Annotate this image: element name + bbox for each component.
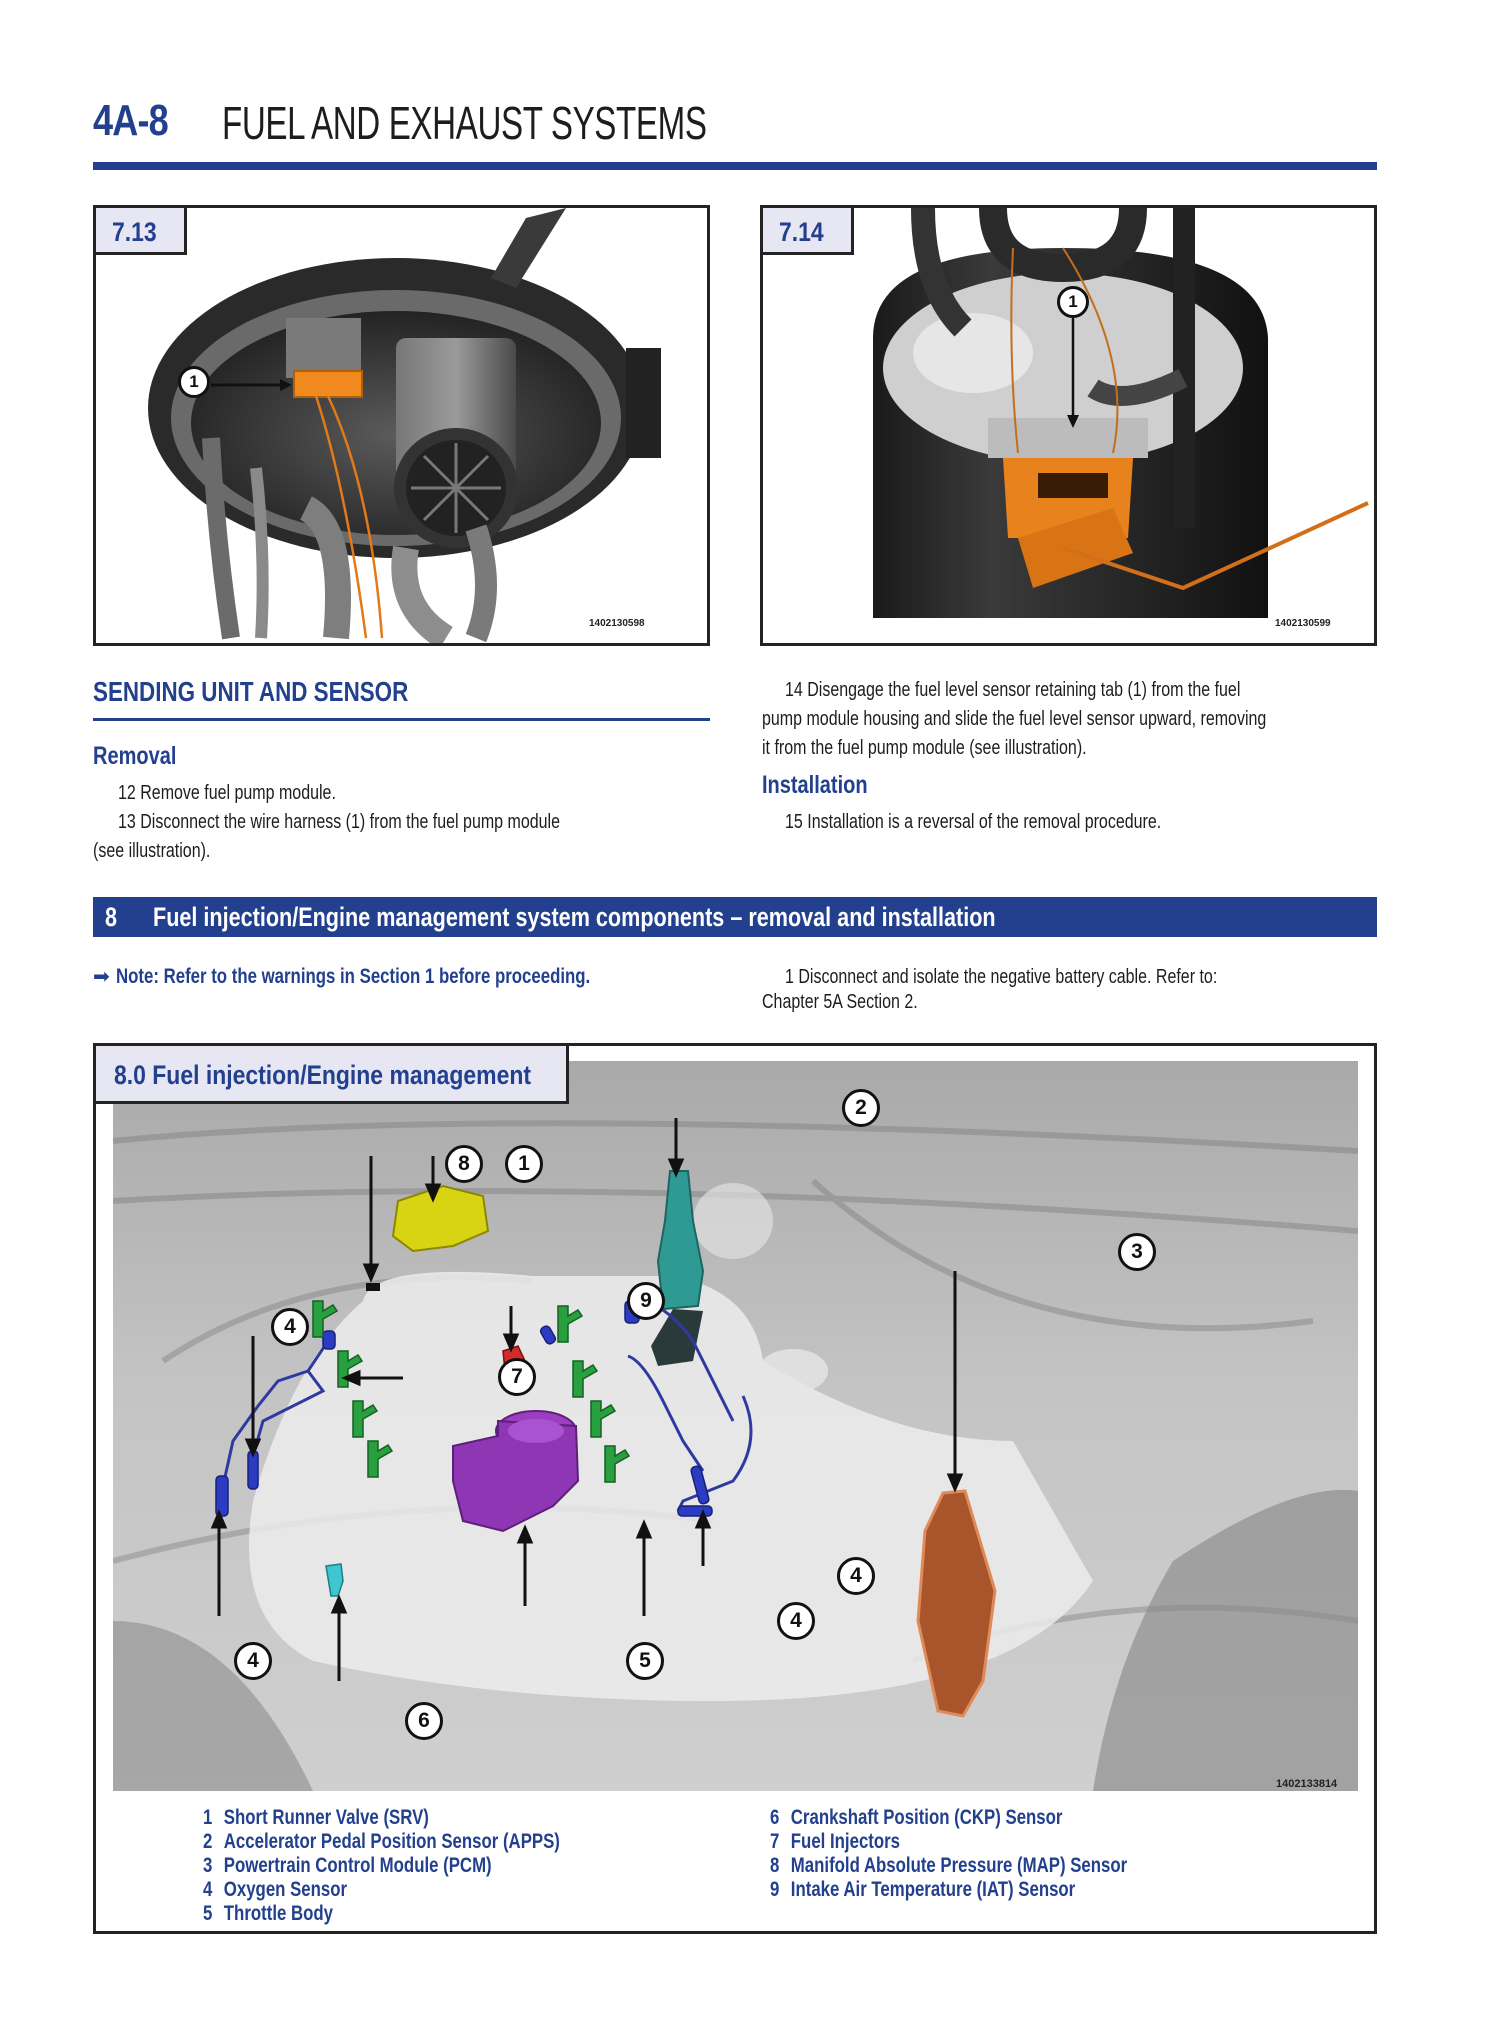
- legend-item-9: 9 Intake Air Temperature (IAT) Sensor: [770, 1878, 1076, 1901]
- legend-item-4: 4 Oxygen Sensor: [203, 1878, 348, 1901]
- callout-1: 1: [178, 366, 210, 398]
- legend-item-8: 8 Manifold Absolute Pressure (MAP) Sensor: [770, 1854, 1128, 1877]
- step-14-line-3: it from the fuel pump module (see illustration).: [762, 737, 1087, 759]
- legend-item-7: 7 Fuel Injectors: [770, 1830, 901, 1853]
- header-rule: [93, 162, 1377, 170]
- legend-item-3: 3 Powertrain Control Module (PCM): [203, 1854, 492, 1877]
- fuel-pump-module-illustration: [96, 208, 707, 643]
- callout-4: 4: [234, 1642, 272, 1680]
- fuel-level-sensor-illustration: [763, 208, 1374, 643]
- step-14-line-1: 14 Disengage the fuel level sensor retaining tab (1) from the fuel: [785, 679, 1241, 701]
- figure-7-13: [93, 205, 710, 646]
- chapter-title: FUEL AND EXHAUST SYSTEMS: [222, 97, 707, 149]
- step-1-line-1: 1 Disconnect and isolate the negative battery cable. Refer to:: [785, 966, 1218, 988]
- subheading-removal: Removal: [93, 742, 177, 770]
- figure-7-14: [760, 205, 1377, 646]
- step-13-line-1: 13 Disconnect the wire harness (1) from the fuel pump module: [118, 811, 560, 833]
- legend-item-2: 2 Accelerator Pedal Position Sensor (APPS): [203, 1830, 560, 1853]
- right-arrow-icon: ➡: [93, 966, 110, 988]
- callout-6: 6: [405, 1702, 443, 1740]
- callout-9: 9: [627, 1282, 665, 1320]
- section-heading-sending-unit: SENDING UNIT AND SENSOR: [93, 676, 409, 707]
- step-1-line-2: Chapter 5A Section 2.: [762, 991, 918, 1013]
- figure-label: 7.13: [96, 208, 187, 255]
- subheading-installation: Installation: [762, 771, 868, 799]
- callout-4: 4: [837, 1557, 875, 1595]
- callout-8: 8: [445, 1145, 483, 1183]
- callout-1: 1: [1057, 286, 1089, 318]
- figure-label: 8.0 Fuel injection/Engine management: [96, 1046, 569, 1104]
- section-title: Fuel injection/Engine management system components – removal and installation: [153, 902, 996, 932]
- callout-3: 3: [1118, 1233, 1156, 1271]
- callout-7: 7: [498, 1358, 536, 1396]
- section-8-banner: [93, 897, 1377, 937]
- legend-item-5: 5 Throttle Body: [203, 1902, 333, 1925]
- figure-8-0: [93, 1043, 1377, 1934]
- step-14-line-2: pump module housing and slide the fuel level sensor upward, removing: [762, 708, 1267, 730]
- legend-item-1: 1 Short Runner Valve (SRV): [203, 1806, 429, 1829]
- image-code: 1402130598: [589, 618, 645, 629]
- heading-rule: [93, 718, 710, 721]
- legend-item-6: 6 Crankshaft Position (CKP) Sensor: [770, 1806, 1063, 1829]
- note: ➡ Note: Refer to the warnings in Section 1 before proceeding.: [93, 964, 590, 988]
- callout-5: 5: [626, 1642, 664, 1680]
- image-code: 1402133814: [1276, 1778, 1338, 1790]
- callout-2: 2: [842, 1089, 880, 1127]
- step-15: 15 Installation is a reversal of the removal procedure.: [785, 811, 1162, 833]
- section-number: 8: [105, 902, 118, 932]
- callout-4: 4: [777, 1602, 815, 1640]
- callout-4: 4: [271, 1308, 309, 1346]
- figure-label: 7.14: [763, 208, 854, 255]
- step-12: 12 Remove fuel pump module.: [118, 782, 336, 804]
- callout-1: 1: [505, 1145, 543, 1183]
- engine-management-diagram: [113, 1061, 1358, 1791]
- step-13-line-2: (see illustration).: [93, 840, 211, 862]
- image-code: 1402130599: [1275, 618, 1331, 629]
- page-number: 4A-8: [93, 96, 168, 145]
